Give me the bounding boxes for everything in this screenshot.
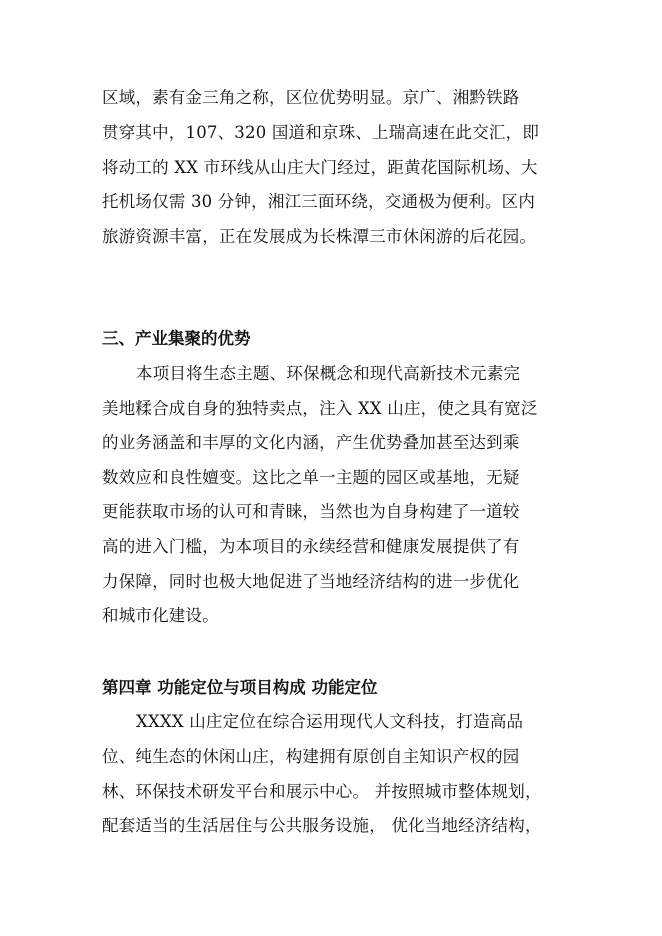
paragraph-line: 位、纯生态的休闲山庄，构建拥有原创自主知识产权的园 <box>102 747 520 766</box>
paragraph-line: 美地糅合成自身的独特卖点，注入 XX 山庄，使之具有宽泛 <box>102 399 538 418</box>
paragraph-line: 贯穿其中，107、320 国道和京珠、上瑞高速在此交汇，即 <box>102 123 540 142</box>
paragraph-line: 配套适当的生活居住与公共服务设施， 优化当地经济结构， <box>102 816 542 835</box>
paragraph-line: 本项目将生态主题、环保概念和现代高新技术元素完 <box>136 364 521 383</box>
paragraph-line: 托机场仅需 30 分钟，湘江三面环绕，交通极为便利。区内 <box>102 192 536 211</box>
chapter-heading: 第四章 功能定位与项目构成 功能定位 <box>102 678 378 697</box>
paragraph-line: 区域，素有金三角之称，区位优势明显。京广、湘黔铁路 <box>102 88 520 107</box>
paragraph-line: 的业务涵盖和丰厚的文化内涵，产生优势叠加甚至达到乘 <box>102 433 520 452</box>
paragraph-line: 和城市化建设。 <box>102 606 219 625</box>
paragraph-line: 林、环保技术研发平台和展示中心。 并按照城市整体规划， <box>102 782 542 801</box>
section-heading: 三、产业集聚的优势 <box>102 329 251 348</box>
paragraph-line: 数效应和良性嬗变。这比之单一主题的园区或基地，无疑 <box>102 468 520 487</box>
paragraph-line: 力保障，同时也极大地促进了当地经济结构的进一步优化 <box>102 572 520 591</box>
paragraph-line: 高的进入门槛，为本项目的永续经营和健康发展提供了有 <box>102 537 520 556</box>
paragraph-line: 更能获取市场的认可和青睐，当然也为自身构建了一道较 <box>102 502 520 521</box>
paragraph-line: XXXX 山庄定位在综合运用现代人文科技，打造高品 <box>136 712 524 731</box>
paragraph-line: 将动工的 XX 市环线从山庄大门经过，距黄花国际机场、大 <box>102 158 538 177</box>
paragraph-line: 旅游资源丰富，正在发展成为长株潭三市休闲游的后花园。 <box>102 227 537 246</box>
